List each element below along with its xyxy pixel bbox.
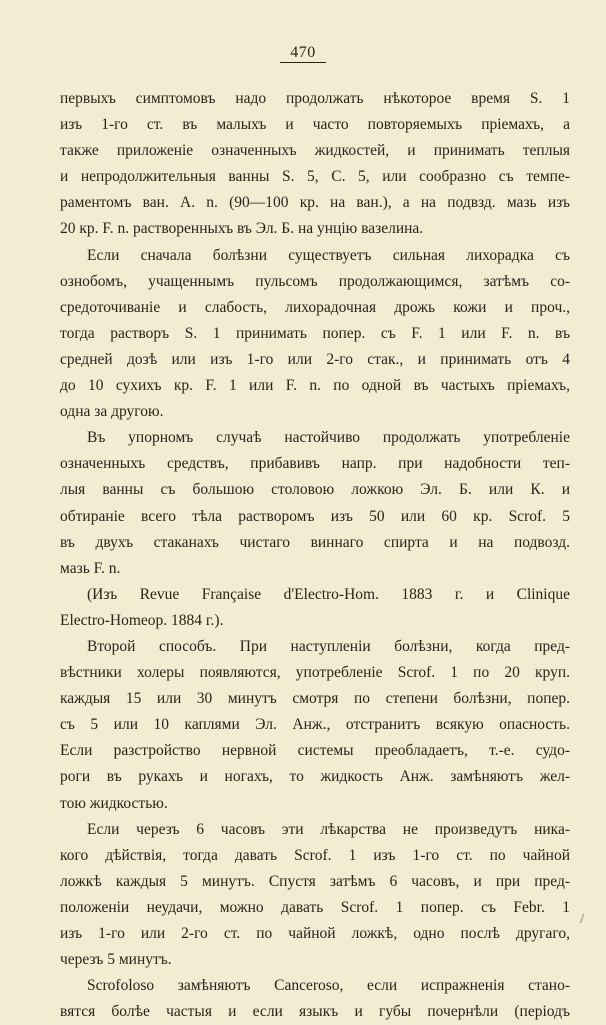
text-line: Если сначала болѣзни существуетъ сильная лихорадка съ [87, 246, 570, 264]
text-line: Scrofoloso замѣняютъ Canceroso, если испражненія стано- [87, 977, 570, 995]
text-line: обтираніе всего тѣла растворомъ изъ 50 или 60 кр. Scrof. 5 [60, 507, 570, 525]
text-line: Если разстройство нервной системы преобладаетъ, т.-е. судо- [60, 742, 570, 760]
text-line: вятся болѣе частыя и если языкъ и губы почернѣли (періодъ [60, 1003, 570, 1021]
text-line: лыя ванны съ большою столовою ложкою Эл. Б. или К. и [60, 481, 570, 499]
text-line: ложкѣ каждыя 5 минутъ. Спустя затѣмъ 6 часовъ, и при пред- [60, 872, 570, 890]
text-line: съ 5 или 10 каплями Эл. Анж., отстранитъ всякую опасность. [60, 716, 570, 734]
text-line: Второй способъ. При наступленіи болѣзни, когда пред- [87, 637, 570, 655]
text-line: Если черезъ 6 часовъ эти лѣкарства не произведутъ ника- [87, 820, 570, 838]
text-line: черезъ 5 минутъ. [60, 951, 172, 969]
text-line: раментомъ ван. A. n. (90—100 кр. на ван.), а на подвзд. мазь изъ [60, 194, 570, 212]
text-line: изъ 1-го ст. въ малыхъ и часто повторяемыхъ пріемахъ, а [60, 116, 570, 134]
text-line: ознобомъ, учащеннымъ пульсомъ продолжающимся, затѣмъ со- [60, 272, 570, 290]
text-line: средоточиваніе и слабость, лихорадочная дрожь кожи и проч., [60, 298, 570, 316]
text-line: положеніи неудачи, можно давать Scrof. 1 попер. съ Febr. 1 [60, 898, 570, 916]
margin-mark: / [580, 912, 584, 927]
text-line: (Изъ Revue Française d'Electro-Hom. 1883 г. и Clinique [87, 585, 570, 603]
text-line: означенныхъ средствъ, прибавивъ напр. при надобности теп- [60, 455, 570, 473]
text-line: 20 кр. F. n. растворенныхъ въ Эл. Б. на унцію вазелина. [60, 220, 424, 238]
text-line: Electro-Homeop. 1884 г.). [60, 611, 224, 629]
page-body [60, 86, 570, 1025]
text-line: одна за другою. [60, 403, 164, 421]
text-line: и непродолжительныя ванны S. 5, C. 5, или сообразно съ темпе- [60, 168, 570, 186]
text-line: тою жидкостью. [60, 794, 168, 812]
text-line: первыхъ симптомовъ надо продолжать нѣкоторое время S. 1 [60, 90, 570, 107]
text-line: также приложеніе означенныхъ жидкостей, и принимать теплыя [60, 142, 570, 160]
page-number: 470 [0, 44, 606, 62]
text-line: до 10 сухихъ кр. F. 1 или F. n. по одной въ частыхъ пріемахъ, [60, 377, 570, 395]
text-line: тогда растворъ S. 1 принимать попер. съ F. 1 или F. n. въ [60, 324, 570, 342]
text-line: вѣстники холеры появляются, употребленіе Scrof. 1 по 20 круп. [60, 664, 570, 682]
text-line: каждыя 15 или 30 минутъ смотря по степени болѣзни, попер. [60, 690, 570, 708]
text-line: роги въ рукахъ и ногахъ, то жидкость Анж. замѣняютъ жел- [60, 768, 570, 786]
text-line: Въ упорномъ случаѣ настойчиво продолжать употребленіе [87, 429, 570, 447]
text-line: въ двухъ стаканахъ чистаго виннаго спирта и на подвозд. [60, 533, 570, 551]
text-line: мазь F. n. [60, 559, 121, 577]
text-line: изъ 1-го или 2-го ст. по чайной ложкѣ, одно послѣ другаго, [60, 925, 570, 942]
text-line: кого дѣйствія, тогда давать Scrof. 1 изъ 1-го ст. по чайной [60, 846, 570, 864]
text-line: средней дозѣ или изъ 1-го или 2-го стак., и принимать отъ 4 [60, 350, 570, 368]
